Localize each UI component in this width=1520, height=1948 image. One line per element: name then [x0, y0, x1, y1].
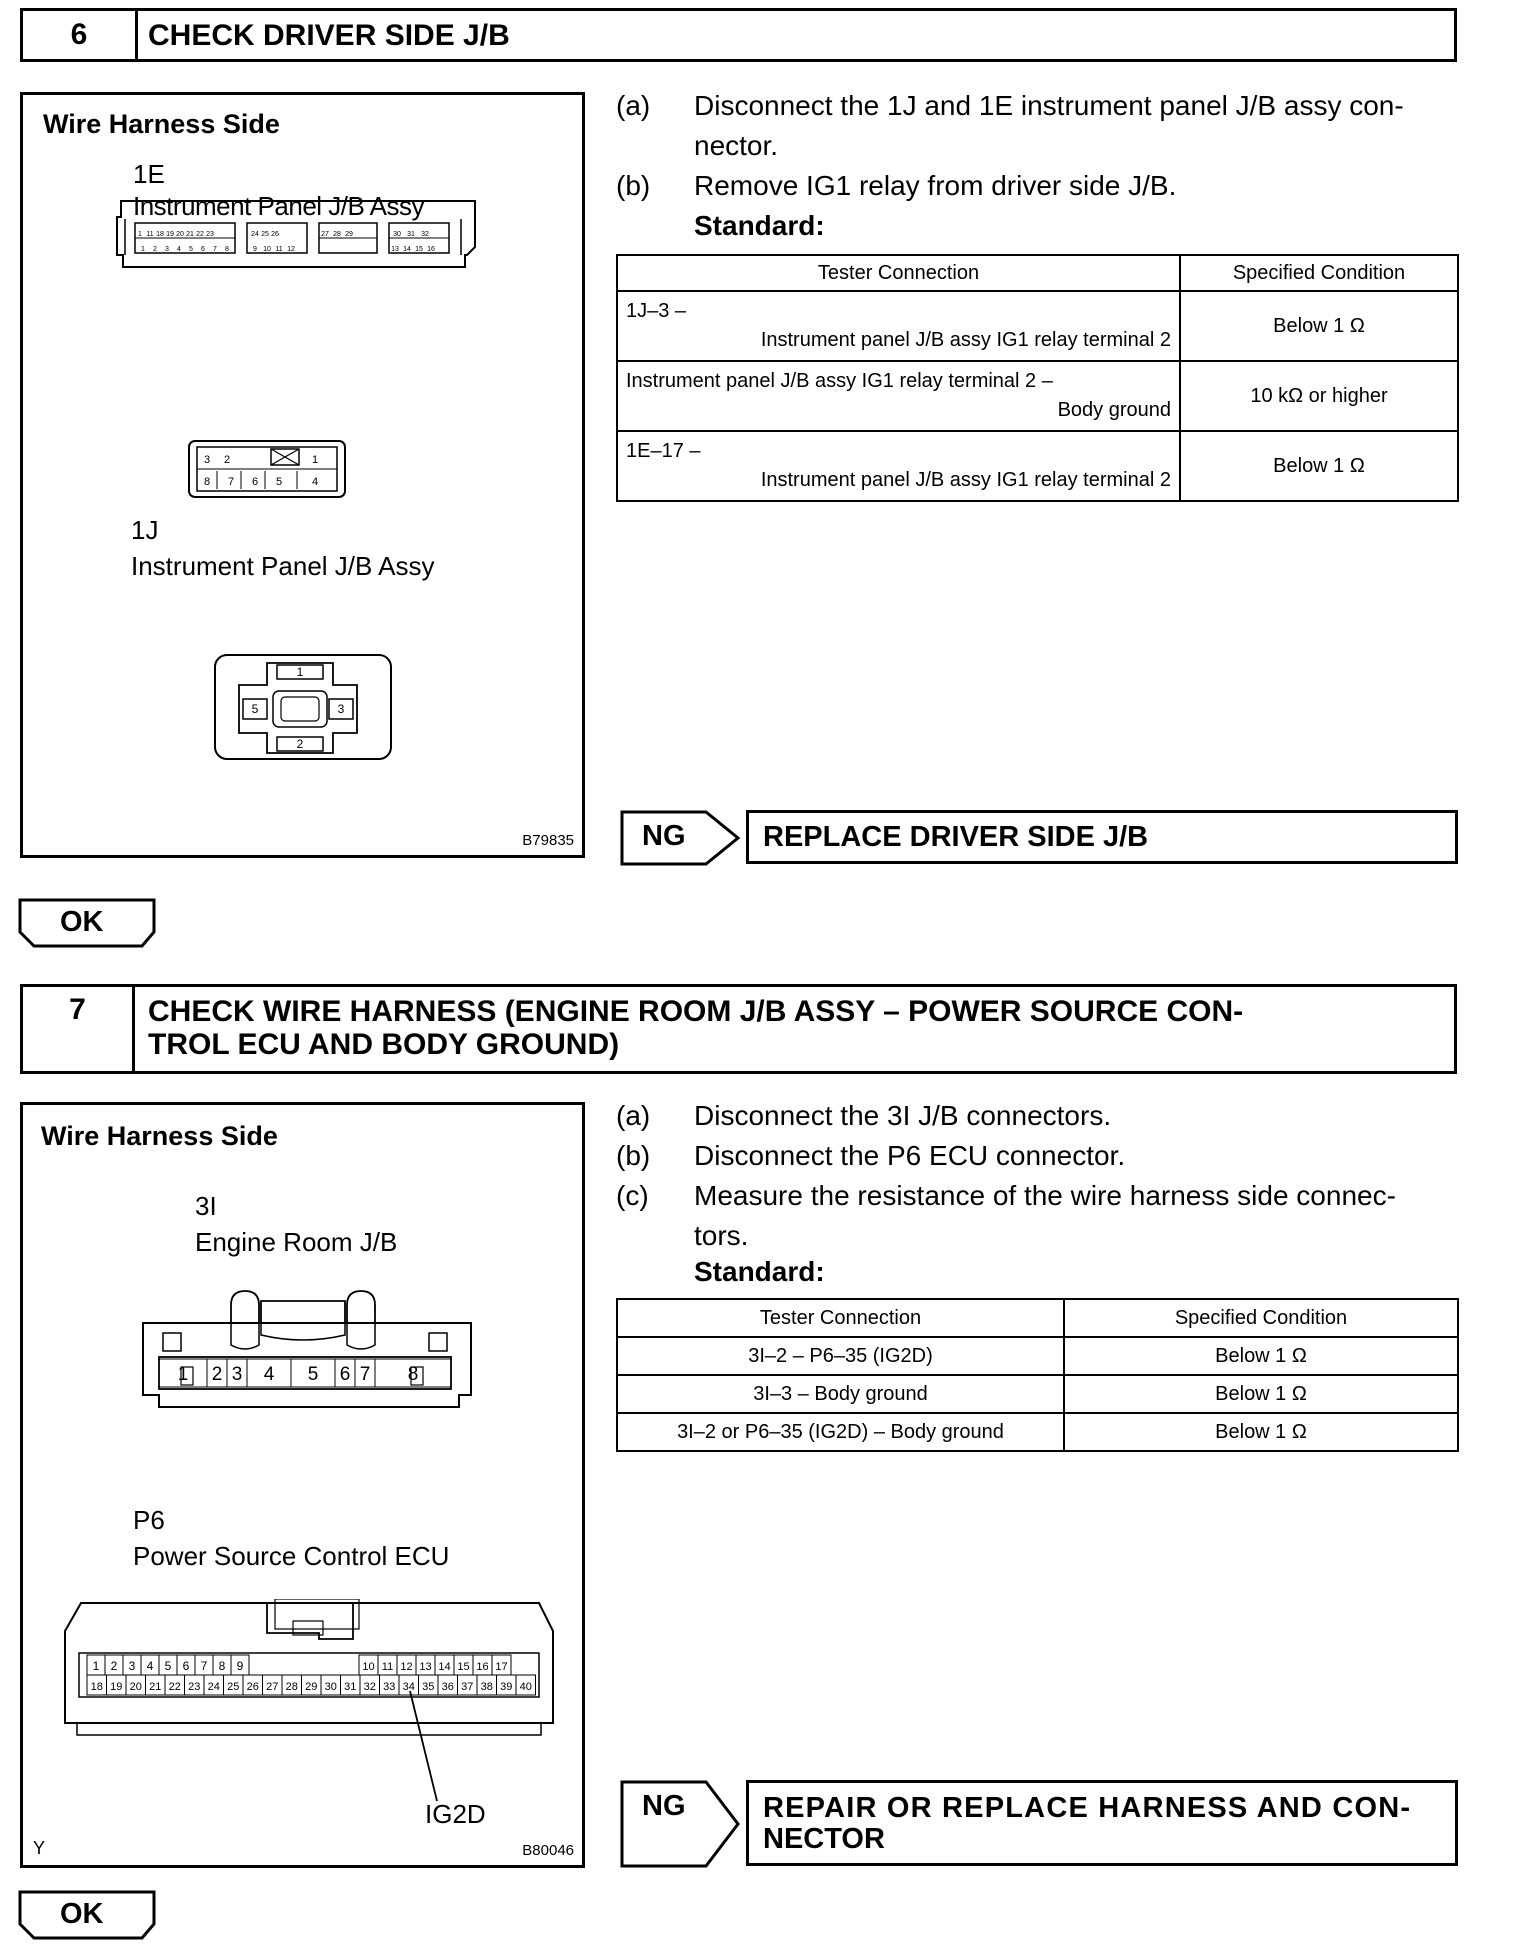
pin-label: 5	[251, 702, 259, 716]
condition-cell: Below 1 Ω	[1180, 291, 1458, 361]
pin-label: 7	[213, 246, 217, 253]
pin-label: 2	[223, 454, 231, 466]
pin-label: 12	[400, 1661, 413, 1673]
pin-label: 13	[419, 1661, 432, 1673]
connector-3i-code: 3I	[195, 1191, 217, 1221]
pin-label: 24	[251, 231, 259, 238]
pin-label: 39	[500, 1681, 513, 1693]
pin-label: 3	[128, 1659, 136, 1673]
ng-action-text	[763, 1793, 1411, 1855]
pin-label: 1	[296, 665, 304, 679]
instruction-label: (b)	[616, 170, 651, 201]
pin-label: 34	[402, 1681, 415, 1693]
pin-label: 10	[362, 1661, 375, 1673]
standard-label: Standard:	[694, 210, 825, 241]
table-row	[617, 1337, 1458, 1375]
pin-label: 6	[201, 246, 205, 253]
pin-label: 38	[480, 1681, 493, 1693]
connector-p6-code: P6	[133, 1505, 165, 1535]
connection-line2: Instrument panel J/B assy IG1 relay terminal 2	[760, 469, 1171, 491]
ok-label: OK	[60, 906, 104, 938]
condition-cell: Below 1 Ω	[1064, 1375, 1458, 1413]
step-7-number: 7	[23, 987, 135, 1071]
instruction-text: Disconnect the P6 ECU connector.	[694, 1140, 1126, 1171]
connector-3i-name: Engine Room J/B	[195, 1227, 398, 1257]
pin-label: 30	[393, 231, 401, 238]
pin-label: 31	[407, 231, 415, 238]
pin-label: 3	[231, 1364, 243, 1385]
table-row	[617, 1375, 1458, 1413]
instruction-text: Remove IG1 relay from driver side J/B.	[694, 170, 1177, 201]
instruction-label: (a)	[616, 1100, 651, 1131]
pin-label: 22	[168, 1681, 181, 1693]
pin-label: 5	[189, 246, 193, 253]
pin-label: 6	[339, 1364, 351, 1385]
pin-label: 4	[263, 1364, 275, 1385]
instruction-text-line2: tors.	[694, 1220, 749, 1251]
connector-1j-code: 1J	[131, 515, 159, 545]
pin-label: 40	[519, 1681, 532, 1693]
step-7-ng-action	[746, 1780, 1458, 1866]
table-header-row	[617, 1299, 1458, 1337]
instruction-text-line2: nector.	[694, 130, 779, 161]
pin-label: 29	[305, 1681, 318, 1693]
pin-label: 32	[421, 231, 429, 238]
pin-label: 16	[427, 246, 435, 253]
table-header-row	[617, 255, 1458, 291]
pin-label: 11	[146, 231, 154, 238]
header-tester-connection: Tester Connection	[617, 1299, 1064, 1337]
pin-label: 31	[344, 1681, 357, 1693]
pin-label: 1	[138, 231, 142, 238]
step-6-spec-table	[616, 254, 1459, 502]
pin-label: 28	[285, 1681, 298, 1693]
connection-line1: 1E–17 –	[626, 440, 701, 462]
pin-label: 30	[324, 1681, 337, 1693]
condition-cell: 10 kΩ or higher	[1180, 361, 1458, 431]
pin-label: 5	[307, 1364, 319, 1385]
pin-label: 8	[407, 1364, 419, 1385]
pin-label: 1	[177, 1364, 189, 1385]
step-6-instruction-a	[616, 86, 1466, 166]
pin-label: 7	[227, 476, 235, 488]
pin-label: 32	[363, 1681, 376, 1693]
pin-label: 26	[246, 1681, 259, 1693]
table-row	[617, 1413, 1458, 1451]
pin-label: 13	[391, 246, 399, 253]
pin-label: 1	[92, 1659, 100, 1673]
step-6-ng-action	[746, 810, 1458, 864]
pin-label: 6	[251, 476, 259, 488]
tester-connection-cell	[617, 431, 1180, 501]
connection-line2: Body ground	[1057, 399, 1171, 421]
pin-label: 33	[383, 1681, 396, 1693]
step-6-title: CHECK DRIVER SIDE J/B	[148, 19, 510, 52]
step-7-instruction-b	[616, 1136, 1466, 1176]
pin-label: 3	[165, 246, 169, 253]
pin-label: 10	[263, 246, 271, 253]
instruction-text	[694, 1176, 1464, 1256]
step-7-ng-indicator	[620, 1780, 740, 1866]
pin-label: 25	[261, 231, 269, 238]
instruction-text-line1: Measure the resistance of the wire harness side connec-	[694, 1180, 1396, 1211]
pin-label: 3	[337, 702, 345, 716]
step-6-ok-indicator	[18, 898, 158, 950]
pin-label: 6	[182, 1659, 190, 1673]
connection-line1: 1J–3 –	[626, 300, 687, 322]
connection-line2: Instrument panel J/B assy IG1 relay terminal 2	[760, 329, 1171, 351]
ng-label: NG	[642, 820, 686, 852]
pin-label: 9	[253, 246, 257, 253]
header-tester-connection: Tester Connection	[617, 255, 1180, 291]
step-6-ng-indicator	[620, 810, 740, 864]
pin-label: 8	[203, 476, 211, 488]
instruction-label: (b)	[616, 1140, 651, 1171]
connector-p6-diagram	[61, 1599, 561, 1831]
pin-label: 11	[275, 246, 283, 253]
pin-label: 18	[90, 1681, 103, 1693]
table-row	[617, 431, 1458, 501]
standard-label: Standard:	[694, 1256, 825, 1287]
pin-label: 14	[438, 1661, 451, 1673]
title-line1: CHECK WIRE HARNESS (ENGINE ROOM J/B ASSY – POWER SOURCE CON-	[148, 995, 1244, 1028]
pin-label: 27	[321, 231, 329, 238]
table-row	[617, 361, 1458, 431]
pin-label: 2	[153, 246, 157, 253]
pin-label: 2	[211, 1364, 223, 1385]
pin-label: 20	[129, 1681, 142, 1693]
pin-label: 17	[495, 1661, 508, 1673]
figure-title: Wire Harness Side	[41, 1121, 278, 1151]
pin-label: 5	[275, 476, 283, 488]
connection-line1: Instrument panel J/B assy IG1 relay terminal 2 –	[626, 370, 1053, 392]
pin-label: 12	[287, 246, 295, 253]
figure-code: B79835	[522, 832, 574, 849]
pin-label: 7	[200, 1659, 208, 1673]
pin-label: 28	[333, 231, 341, 238]
pin-label: 15	[415, 246, 423, 253]
condition-cell: Below 1 Ω	[1064, 1413, 1458, 1451]
pin-label: 15	[457, 1661, 470, 1673]
step-7-title	[148, 995, 1243, 1061]
figure-code: B80046	[522, 1842, 574, 1859]
instruction-label: (a)	[616, 90, 651, 121]
pin-label: 35	[422, 1681, 435, 1693]
condition-cell: Below 1 Ω	[1064, 1337, 1458, 1375]
pin-label: 2	[110, 1659, 118, 1673]
pin-label: 19	[166, 231, 174, 238]
pin-label: 23	[188, 1681, 201, 1693]
pin-label: 21	[186, 231, 194, 238]
connector-3i-diagram	[135, 1283, 475, 1419]
pin-label: 8	[225, 246, 229, 253]
corner-mark: Y	[33, 1838, 46, 1858]
step-6-figure	[20, 92, 585, 858]
pin-label: 19	[110, 1681, 123, 1693]
connector-1e-code: 1E	[133, 159, 165, 189]
pin-label: 16	[476, 1661, 489, 1673]
pin-label: 1	[141, 246, 145, 253]
step-6-header	[20, 8, 1457, 62]
pin-label: 36	[441, 1681, 454, 1693]
pin-label: 11	[381, 1661, 394, 1673]
pin-label: 4	[311, 476, 319, 488]
connector-1j-name: Instrument Panel J/B Assy	[131, 551, 435, 581]
pin-label: 29	[345, 231, 353, 238]
ng-action-line2: NECTOR	[763, 1823, 885, 1855]
pin-label: 2	[296, 737, 304, 751]
condition-cell: Below 1 Ω	[1180, 431, 1458, 501]
callout-label: IG2D	[425, 1799, 486, 1829]
instruction-text	[694, 86, 1464, 166]
step-7-ok-indicator	[18, 1890, 158, 1942]
instruction-text: Disconnect the 3I J/B connectors.	[694, 1100, 1112, 1131]
instruction-text-line1: Disconnect the 1J and 1E instrument panel J/B assy con-	[694, 90, 1404, 121]
pin-label: 9	[236, 1659, 244, 1673]
pin-label: 25	[227, 1681, 240, 1693]
pin-label: 7	[359, 1364, 371, 1385]
pin-label: 20	[176, 231, 184, 238]
ok-label: OK	[60, 1898, 104, 1930]
pin-label: 4	[146, 1659, 154, 1673]
pin-label: 3	[203, 454, 211, 466]
connector-1j-diagram	[185, 437, 355, 507]
tester-connection-cell: 3I–3 – Body ground	[617, 1375, 1064, 1413]
ng-label: NG	[642, 1790, 686, 1822]
pin-label: 24	[207, 1681, 220, 1693]
pin-label: 22	[196, 231, 204, 238]
tester-connection-cell	[617, 291, 1180, 361]
pin-label: 21	[149, 1681, 162, 1693]
table-row	[617, 291, 1458, 361]
tester-connection-cell: 3I–2 – P6–35 (IG2D)	[617, 1337, 1064, 1375]
header-specified-condition: Specified Condition	[1180, 255, 1458, 291]
tester-connection-cell: 3I–2 or P6–35 (IG2D) – Body ground	[617, 1413, 1064, 1451]
figure-title: Wire Harness Side	[43, 109, 280, 139]
ng-action-line1: REPAIR OR REPLACE HARNESS AND CON-	[763, 1792, 1412, 1824]
connector-1e-name: Instrument Panel J/B Assy	[133, 191, 424, 221]
step-7-header	[20, 984, 1457, 1074]
pin-label: 14	[403, 246, 411, 253]
step-7-figure	[20, 1102, 585, 1868]
pin-label: 23	[206, 231, 214, 238]
pin-label: 4	[177, 246, 181, 253]
relay-socket-diagram	[211, 651, 395, 763]
instruction-label: (c)	[616, 1180, 649, 1211]
pin-label: 26	[271, 231, 279, 238]
pin-label: 18	[156, 231, 164, 238]
title-line2: TROL ECU AND BODY GROUND)	[148, 1028, 620, 1061]
pin-label: 8	[218, 1659, 226, 1673]
pin-label: 1	[311, 454, 319, 466]
pin-label: 27	[266, 1681, 279, 1693]
step-7-instruction-c	[616, 1176, 1466, 1256]
step-7-instruction-a	[616, 1096, 1466, 1136]
connector-p6-name: Power Source Control ECU	[133, 1541, 450, 1571]
step-6-number: 6	[23, 11, 138, 59]
ng-action-text: REPLACE DRIVER SIDE J/B	[763, 821, 1149, 853]
step-7-spec-table	[616, 1298, 1459, 1452]
tester-connection-cell	[617, 361, 1180, 431]
header-specified-condition: Specified Condition	[1064, 1299, 1458, 1337]
pin-label: 5	[164, 1659, 172, 1673]
step-6-instruction-b	[616, 166, 1466, 206]
pin-label: 37	[461, 1681, 474, 1693]
